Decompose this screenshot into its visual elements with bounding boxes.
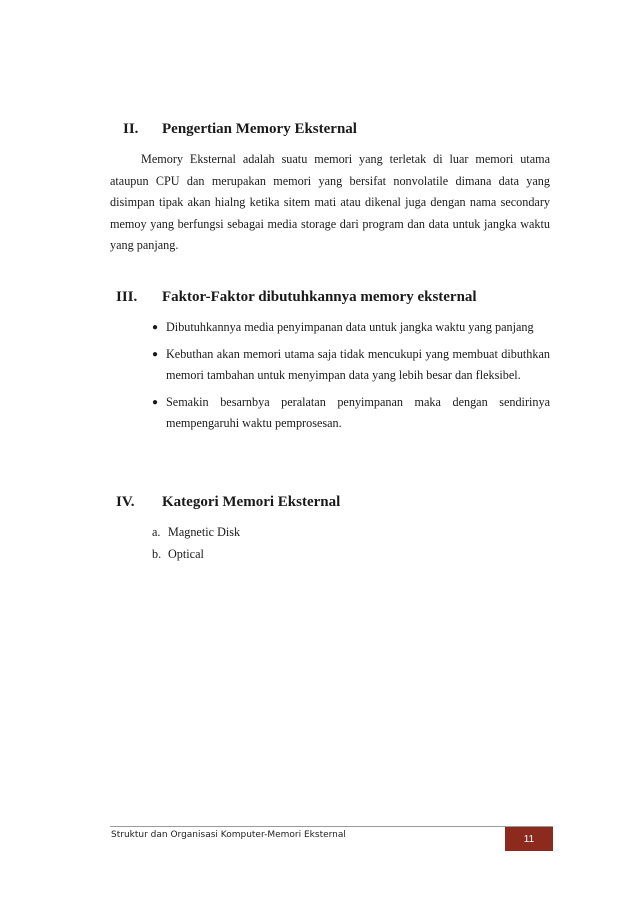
list-item <box>152 392 550 435</box>
list-marker: b. <box>152 546 162 561</box>
section-title: Kategori Memori Eksternal <box>162 494 341 510</box>
page-number-badge: 11 <box>505 827 553 851</box>
list-item-text: Magnetic Disk <box>168 525 241 539</box>
factor-list <box>152 317 550 440</box>
section-paragraph: Memory Eksternal adalah suatu memori yang terletak di luar memori utama ataupun CPU dan merupakan memori yang bersifat nonvolatile dimana data yang disimpan tipak akan hialng ketika sitem mati atau dikenal juga dengan nama secondary memoy yang berfungsi sebagai media storage dari program dan data untuk jangka waktu yang panjang. <box>110 152 550 252</box>
section-heading-ii <box>123 121 543 141</box>
section-number: III. <box>116 289 138 305</box>
bullet-icon: ● <box>152 322 159 333</box>
section-number: IV. <box>116 494 135 510</box>
list-item <box>152 317 550 339</box>
list-marker: a. <box>152 525 161 539</box>
list-item-text: Dibutuhkannya media penyimpanan data untuk jangka waktu yang panjang <box>166 320 534 334</box>
section-title: Faktor-Faktor dibutuhkannya memory eksternal <box>162 289 477 305</box>
list-item <box>152 344 550 387</box>
list-item <box>152 544 452 566</box>
footer-divider <box>110 826 553 827</box>
section-number: II. <box>123 121 139 137</box>
category-list <box>152 522 452 565</box>
bullet-icon: ● <box>152 396 159 408</box>
section-heading-iii <box>116 289 546 309</box>
footer-title: Struktur dan Organisasi Komputer-Memori Eksternal <box>111 830 346 840</box>
section-heading-iv <box>116 494 546 514</box>
list-item-text: Semakin besarnbya peralatan penyimpanan maka dengan sendirinya mempengaruhi waktu pemprosesan. <box>166 394 550 430</box>
list-item-text: Kebuthan akan memori utama saja tidak mencukupi yang membuat dibuthkan memori tambahan untuk menyimpan data yang lebih besar dan fleksibel. <box>166 346 550 382</box>
section-title: Pengertian Memory Eksternal <box>162 121 357 137</box>
list-item-text: Optical <box>168 546 204 561</box>
bullet-icon: ● <box>152 348 159 360</box>
list-item <box>152 522 452 544</box>
